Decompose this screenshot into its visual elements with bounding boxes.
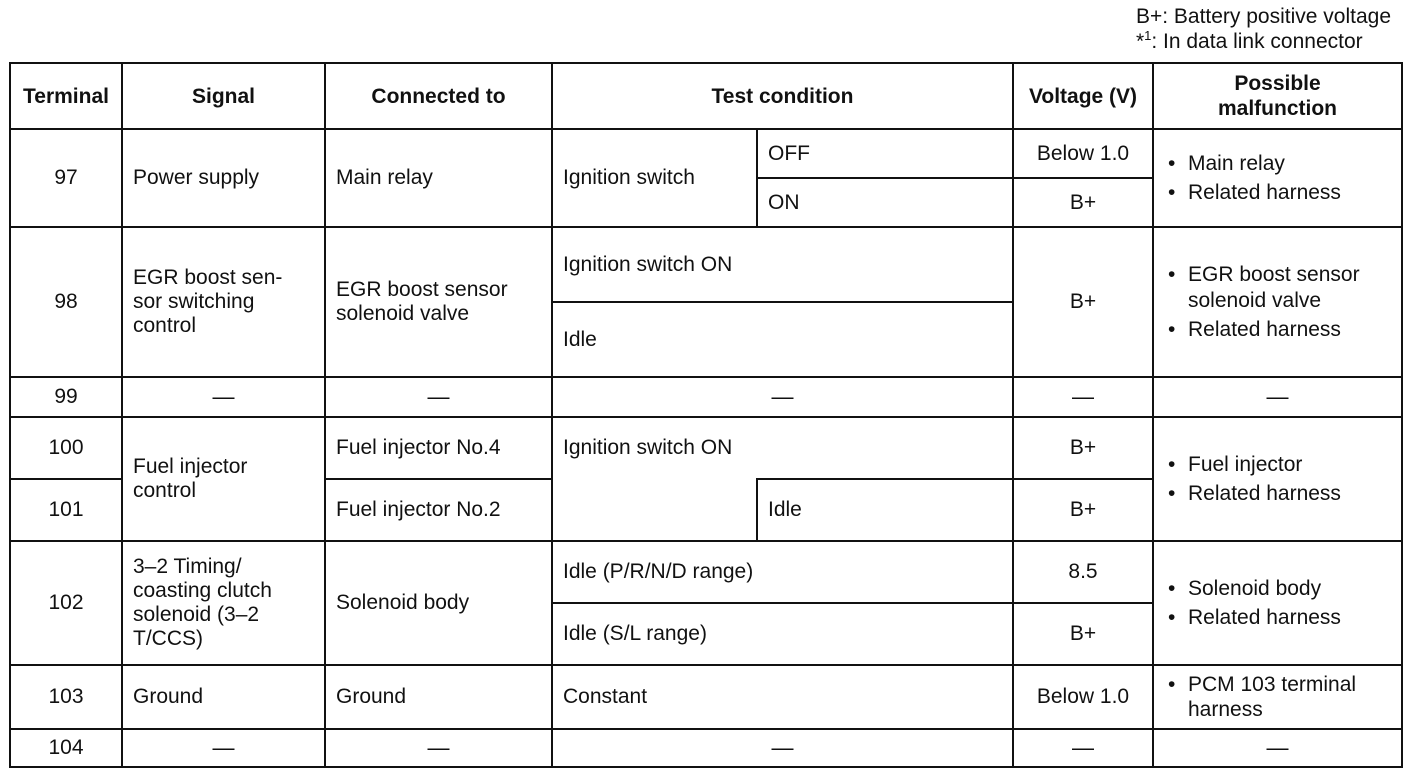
cell-voltage: B+: [1013, 417, 1153, 479]
footnote: [1136, 29, 1391, 54]
malfunction-item: • Related harness: [1164, 481, 1391, 507]
table-row: [10, 665, 1402, 729]
footnote-sup: 1: [1144, 28, 1152, 43]
cell-subcondition: OFF: [757, 129, 1013, 178]
cell-terminal: 102: [10, 541, 122, 665]
malfunction-item: • Related harness: [1164, 605, 1391, 631]
cell-malfunction: [1153, 541, 1402, 665]
cell-condition: —: [552, 729, 1013, 767]
cell-terminal: 101: [10, 479, 122, 541]
bplus-note: B+: Battery positive voltage: [1135, 5, 1391, 28]
malfunction-item: • Related harness: [1164, 317, 1391, 343]
header-row: [10, 63, 1402, 129]
table-row: [10, 729, 1402, 767]
cell-voltage: Below 1.0: [1013, 129, 1153, 178]
cell-signal: —: [122, 377, 325, 417]
cell-signal: —: [122, 729, 325, 767]
cell-condition: Ignition switch: [552, 129, 757, 227]
malfunction-item: • PCM 103 terminal harness: [1164, 672, 1391, 722]
cell-connected: Fuel injector No.2: [325, 479, 552, 541]
footnote-text: : In data link connector: [1151, 30, 1363, 53]
cell-malfunction: [1153, 129, 1402, 227]
cell-terminal: 100: [10, 417, 122, 479]
cell-connected: Solenoid body: [325, 541, 552, 665]
malfunction-item: • Fuel injector: [1164, 452, 1391, 478]
cell-condition: Idle (P/R/N/D range): [552, 541, 1013, 603]
table-row: [10, 129, 1402, 178]
cell-subcondition: Idle: [757, 479, 1013, 541]
cell-connected: Fuel injector No.4: [325, 417, 552, 479]
cell-voltage: 8.5: [1013, 541, 1153, 603]
cell-signal: 3–2 Timing/ coasting clutch solenoid (3–2 T/CCS): [122, 541, 325, 665]
cell-connected: —: [325, 729, 552, 767]
header-voltage: Voltage (V): [1013, 63, 1153, 129]
cell-connected: —: [325, 377, 552, 417]
cell-malfunction: —: [1153, 377, 1402, 417]
cell-condition: Ignition switch ON: [552, 417, 1013, 479]
header-malfunction: Possible malfunction: [1153, 63, 1402, 129]
table-row: [10, 227, 1402, 302]
cell-condition: Idle (S/L range): [552, 603, 1013, 665]
cell-terminal: 98: [10, 227, 122, 377]
malfunction-item: • Main relay: [1164, 151, 1391, 177]
legend-notes: [1136, 4, 1391, 54]
cell-malfunction: —: [1153, 729, 1402, 767]
cell-connected: Main relay: [325, 129, 552, 227]
cell-condition: Idle: [552, 302, 1013, 377]
cell-signal: Fuel injector control: [122, 417, 325, 541]
cell-condition: Ignition switch ON: [552, 227, 1013, 302]
header-connected-to: Connected to: [325, 63, 552, 129]
header-test-condition: Test condition: [552, 63, 1013, 129]
cell-voltage: Below 1.0: [1013, 665, 1153, 729]
cell-signal: Ground: [122, 665, 325, 729]
malfunction-item: • Related harness: [1164, 180, 1391, 206]
cell-voltage: B+: [1013, 479, 1153, 541]
table-row: [10, 541, 1402, 603]
table-row: [10, 377, 1402, 417]
cell-condition: Constant: [552, 665, 1013, 729]
table-row: [10, 417, 1402, 479]
cell-voltage: B+: [1013, 227, 1153, 377]
header-signal: Signal: [122, 63, 325, 129]
cell-malfunction: [1153, 227, 1402, 377]
cell-voltage: —: [1013, 729, 1153, 767]
cell-connected: EGR boost sensor solenoid valve: [325, 227, 552, 377]
malfunction-item: • EGR boost sensor solenoid valve: [1164, 262, 1391, 314]
cell-terminal: 104: [10, 729, 122, 767]
cell-malfunction: [1153, 417, 1402, 541]
malfunction-item: • Solenoid body: [1164, 576, 1391, 602]
cell-terminal: 103: [10, 665, 122, 729]
cell-terminal: 97: [10, 129, 122, 227]
cell-voltage: B+: [1013, 178, 1153, 227]
header-terminal: Terminal: [10, 63, 122, 129]
cell-subcondition: ON: [757, 178, 1013, 227]
cell-terminal: 99: [10, 377, 122, 417]
terminal-table: [9, 62, 1403, 768]
cell-voltage: B+: [1013, 603, 1153, 665]
cell-connected: Ground: [325, 665, 552, 729]
cell-signal: Power supply: [122, 129, 325, 227]
cell-voltage: —: [1013, 377, 1153, 417]
cell-condition: —: [552, 377, 1013, 417]
footnote-mark: *: [1135, 30, 1145, 53]
cell-condition-blank: [552, 479, 757, 541]
cell-malfunction: [1153, 665, 1402, 729]
cell-signal: EGR boost sen- sor switching control: [122, 227, 325, 377]
